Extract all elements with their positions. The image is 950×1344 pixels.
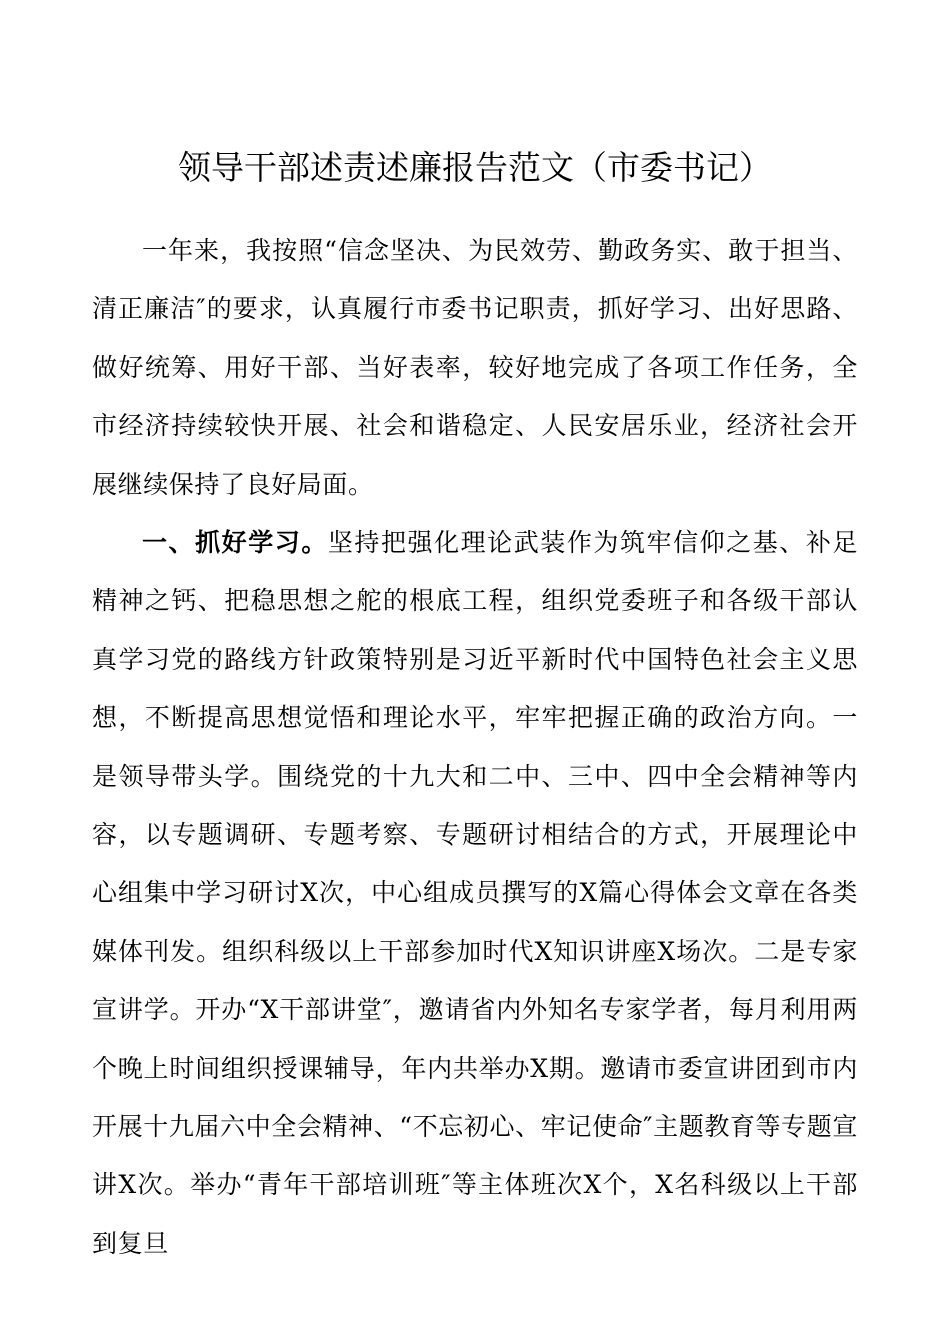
document-title: 领导干部述责述廉报告范文（市委书记） <box>178 148 772 187</box>
section-1-heading: 一、抓好学习。 <box>142 528 328 557</box>
section-1-paragraph <box>92 514 858 1273</box>
section-1-body: 坚持把强化理论武装作为筑牢信仰之基、补足精神之钙、把稳思想之舵的根底工程，组织党委班子和各级干部认真学习党的路线方针政策特别是习近平新时代中国特色社会主义思想，不断提高思想觉悟和理论水平，牢牢把握正确的政治方向。一是领导带头学。围绕党的十九大和二中、三中、四中全会精神等内容，以专题调研、专题考察、专题研讨相结合的方式，开展理论中心组集中学习研讨X次，中心组成员撰写的X篇心得体会文章在各类媒体刊发。组织科级以上干部参加时代X知识讲座X场次。二是专家宣讲学。开办“X干部讲堂″，邀请省内外知名专家学者，每月利用两个晚上时间组织授课辅导，年内共举办X期。邀请市委宣讲团到市内开展十九届六中全会精神、“不忘初心、牢记使命″主题教育等专题宣讲X次。举办“青年干部培训班″等主体班次X个，X名科级以上干部到复旦 <box>92 528 858 1258</box>
intro-paragraph: 一年来，我按照“信念坚决、为民效劳、勤政务实、敢于担当、清正廉洁″的要求，认真履行市委书记职责，抓好学习、出好思路、做好统筹、用好干部、当好表率，较好地完成了各项工作任务，全市经济持续较快开展、社会和谐稳定、人民安居乐业，经济社会开展继续保持了良好局面。 <box>92 236 858 499</box>
